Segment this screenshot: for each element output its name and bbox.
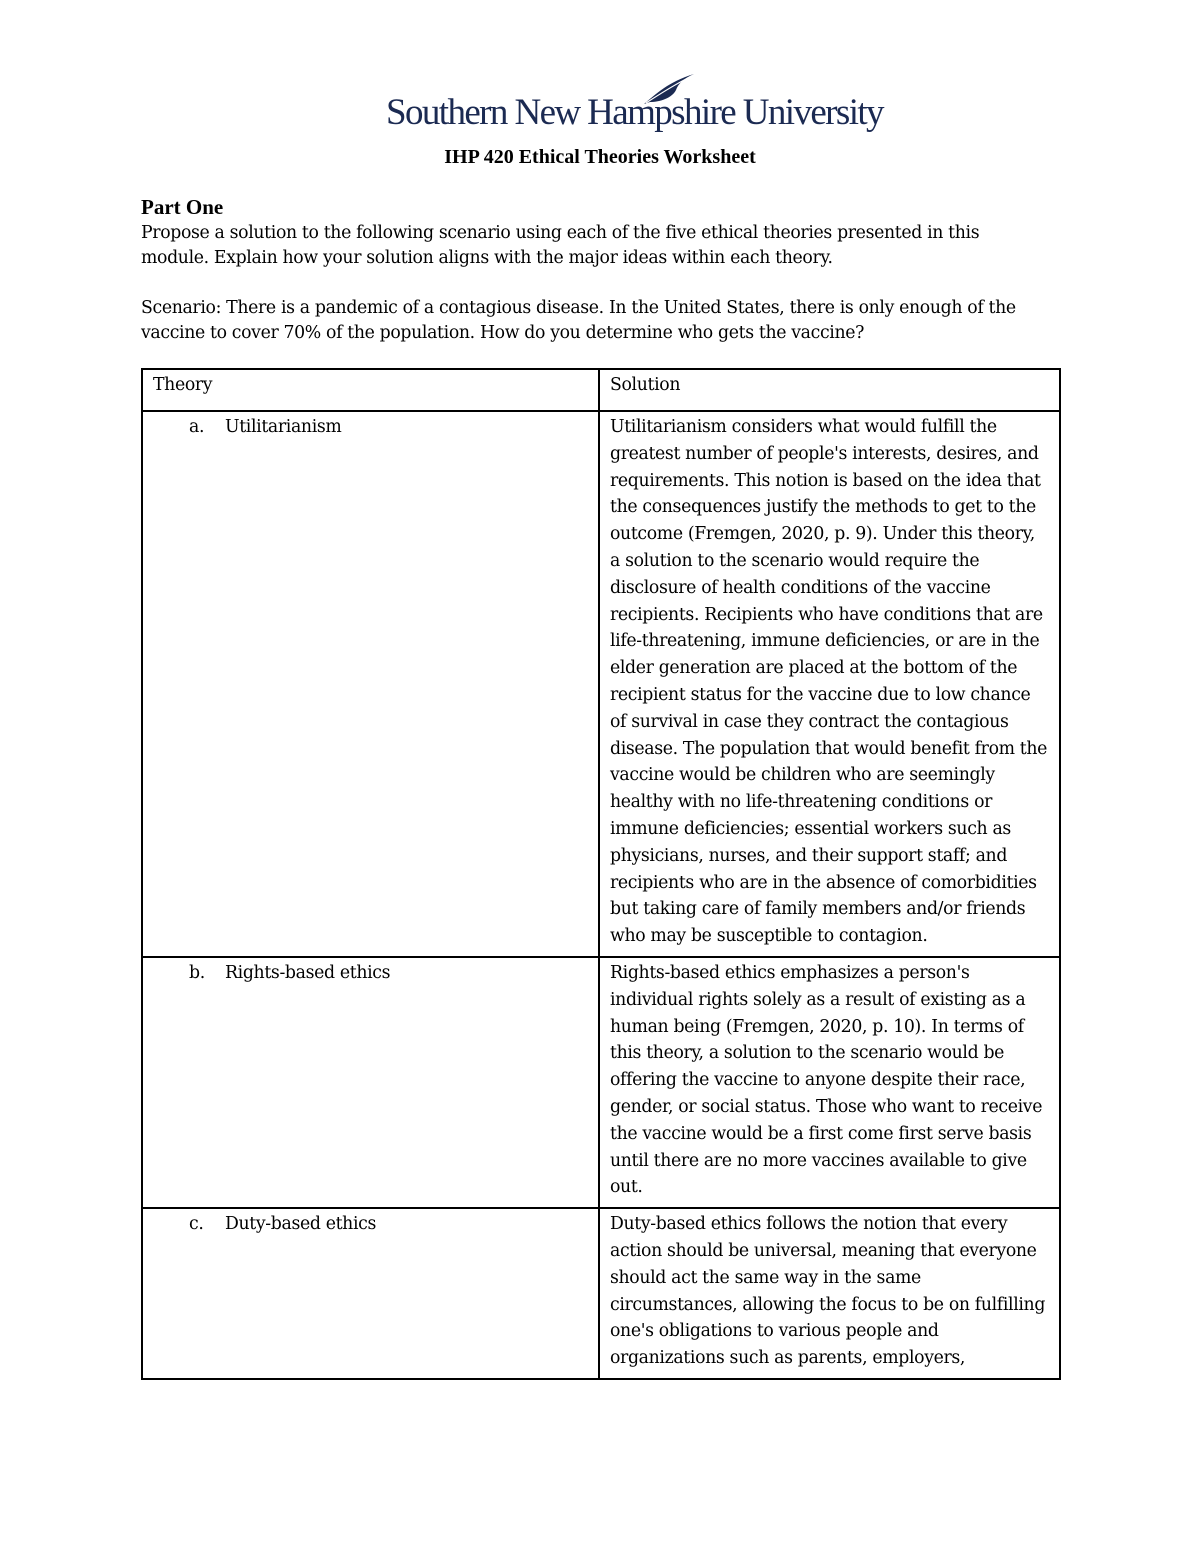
scenario-paragraph (141, 296, 1046, 346)
theory-cell (142, 411, 599, 957)
university-logo (386, 72, 883, 134)
theory-marker: a. (189, 417, 205, 437)
theory-marker: b. (189, 962, 205, 983)
part-heading: Part One (141, 195, 224, 219)
theory-cell (142, 1208, 599, 1379)
table-header-row (142, 369, 1060, 411)
theory-name: Utilitarianism (225, 417, 342, 437)
instructions-paragraph (141, 221, 1046, 271)
table-row (142, 411, 1060, 957)
instructions-text: Propose a solution to the following scenario using each of the five ethical theories presented in this module. Explain how your solution aligns with the major ideas within each theory. (141, 223, 980, 268)
theory-name: Duty-based ethics (225, 1214, 376, 1235)
scenario-text: Scenario: There is a pandemic of a contagious disease. In the United States, there is only enough of the vaccine to cover 70% of the population. How do you determine who gets the vaccine? (141, 298, 1016, 343)
solution-cell: Rights-based ethics emphasizes a person's individual rights solely as a result of existing as a human being (Fremgen, 2020, p. 10). In terms of this theory, a solution to the scenario would be offering the vaccine to anyone despite their race, gender, or social status. Those who want to receive the vaccine would be a first come first serve basis until there are no more vaccines available to give out. (599, 957, 1060, 1208)
header-theory: Theory (142, 369, 599, 411)
table-row (142, 1208, 1060, 1379)
solution-cell: Utilitarianism considers what would fulfill the greatest number of people's interests, desires, and requirements. This notion is based on the idea that the consequences justify the methods to get to the outcome (Fremgen, 2020, p. 9). Under this theory, a solution to the scenario would require the disclosure of health conditions of the vaccine recipients. Recipients who have conditions that are life-threatening, immune deficiencies, or are in the elder generation are placed at the bottom of the recipient status for the vaccine due to low chance of survival in case they contract the contagious disease. The population that would benefit from the vaccine would be children who are seemingly healthy with no life-threatening conditions or immune deficiencies; essential workers such as physicians, nurses, and their support staff; and recipients who are in the absence of comorbidities but taking care of family members and/or friends who may be susceptible to contagion. (599, 411, 1060, 957)
theory-name: Rights-based ethics (225, 962, 391, 983)
theory-marker: c. (189, 1214, 204, 1235)
solution-cell: Duty-based ethics follows the notion that every action should be universal, meaning that everyone should act the same way in the same circumstances, allowing the focus to be on fulfilling one's obligations to various people and organizations such as parents, employers, (599, 1208, 1060, 1379)
logo-wordmark: Southern New Hampshire University (386, 92, 883, 133)
theory-cell (142, 957, 599, 1208)
header-solution: Solution (599, 369, 1060, 411)
table-row (142, 957, 1060, 1208)
document-title: IHP 420 Ethical Theories Worksheet (444, 146, 756, 168)
theory-table (141, 368, 1061, 1380)
